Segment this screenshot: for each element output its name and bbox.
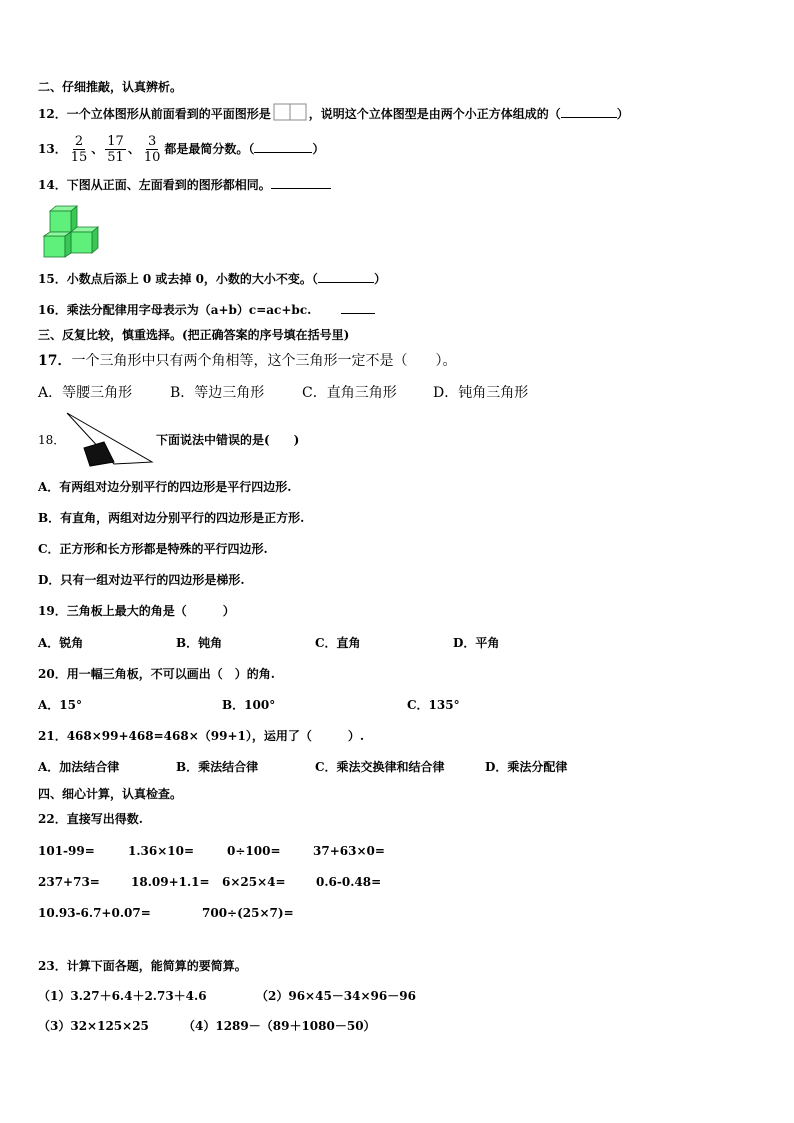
calc-item: 37+63×0=: [313, 844, 385, 858]
q16-number: 16．: [38, 303, 67, 317]
fraction-3-numerator: 3: [147, 134, 157, 149]
two-squares-figure: [273, 103, 307, 126]
q15-answer-blank[interactable]: [318, 270, 374, 283]
q18-number: 18．: [38, 433, 66, 447]
section2-title: 二、仔细推敲，认真辨析。: [38, 80, 183, 94]
fraction-1: [69, 134, 90, 165]
cube-top-front: [50, 211, 71, 232]
q17-option-c[interactable]: C．直角三角形: [302, 385, 397, 401]
q18-option-a[interactable]: A．有两组对边分别平行的四边形是平行四边形.: [38, 480, 292, 494]
question-14: [38, 176, 331, 194]
q15-text: 小数点后添上 0 或去掉 0，小数的大小不变。（: [66, 272, 318, 286]
q13-answer-blank[interactable]: [254, 140, 312, 153]
q12-text-a: 一个立体图形从前面看到的平面图形是: [66, 107, 271, 121]
fraction-2-denominator: 51: [107, 150, 124, 165]
q15-number: 15．: [38, 272, 67, 286]
question-13: [38, 132, 324, 166]
question-19: [38, 602, 235, 620]
q19-text: 三角板上最大的角是（ ）: [66, 604, 235, 618]
calc-item: 237+73=: [38, 875, 100, 889]
q21-text: 468×99+468=468×（99+1），运用了（ ）.: [66, 729, 365, 743]
question-20: [38, 665, 275, 683]
q18-option-d[interactable]: D．只有一组对边平行的四边形是梯形.: [38, 573, 245, 587]
q17-number: 17．: [38, 353, 72, 369]
question-16: [38, 301, 375, 319]
calc-item: 18.09+1.1=: [131, 875, 210, 889]
calc-item: 0÷100=: [227, 844, 281, 858]
q20-text: 用一幅三角板，不可以画出（ ）的角.: [66, 667, 275, 681]
q21-number: 21．: [38, 729, 67, 743]
q21-option-b[interactable]: B．乘法结合律: [176, 760, 259, 774]
q13-sep: 、: [91, 142, 104, 156]
section4-title: 四、细心计算，认真检查。: [38, 787, 183, 801]
q16-answer-blank[interactable]: [341, 301, 375, 314]
cube-left-front: [44, 236, 65, 257]
calc-problem-4: （4）1289－（89＋1080－50）: [183, 1019, 376, 1033]
question-21: [38, 727, 364, 745]
calc-item: 0.6-0.48=: [316, 875, 382, 889]
q17-option-a[interactable]: A．等腰三角形: [38, 385, 133, 401]
calc-problem-1: （1）3.27＋6.4＋2.73＋4.6: [38, 989, 207, 1003]
q18-option-c[interactable]: C．正方形和长方形都是特殊的平行四边形.: [38, 542, 268, 556]
q14-number: 14．: [38, 178, 67, 192]
q20-option-b[interactable]: B．100°: [222, 698, 276, 712]
calc-item: 6×25×4=: [222, 875, 286, 889]
fraction-1-numerator: 2: [74, 134, 84, 149]
cube-right-side: [92, 227, 98, 253]
q14-text: 下图从正面、左面看到的图形都相同。: [66, 178, 271, 192]
section3-title: 三、反复比较，慎重选择。(把正确答案的序号填在括号里): [38, 328, 350, 342]
q23-text: 计算下面各题，能简算的要简算。: [66, 959, 247, 973]
q15-end: ）: [373, 272, 386, 286]
q22-text: 直接写出得数.: [66, 812, 143, 826]
calc-item: 10.93-6.7+0.07=: [38, 906, 151, 920]
fraction-2: [105, 134, 126, 165]
fraction-3: [142, 134, 163, 165]
q19-option-c[interactable]: C．直角: [315, 636, 361, 650]
q18-text: 下面说法中错误的是( ): [156, 433, 300, 447]
q21-option-c[interactable]: C．乘法交换律和结合律: [315, 760, 445, 774]
q13-sep: 、: [127, 142, 140, 156]
question-22: [38, 810, 143, 828]
q17-option-d[interactable]: D．钝角三角形: [433, 385, 529, 401]
q19-option-d[interactable]: D．平角: [453, 636, 500, 650]
q19-option-b[interactable]: B．钝角: [176, 636, 223, 650]
calc-problem-3: （3）32×125×25: [38, 1019, 149, 1033]
q13-number: 13．: [38, 142, 67, 156]
q21-option-a[interactable]: A．加法结合律: [38, 760, 120, 774]
calc-problem-2: （2）96×45－34×96－96: [256, 989, 416, 1003]
calc-item: 700÷(25×7)=: [202, 906, 294, 920]
triangle-ruler-figure: [64, 410, 156, 468]
question-12: [38, 103, 629, 126]
q12-number: 12．: [38, 107, 67, 121]
q12-end: ）: [616, 107, 629, 121]
question-17: [38, 352, 456, 370]
q21-option-d[interactable]: D．乘法分配律: [485, 760, 568, 774]
q20-number: 20．: [38, 667, 67, 681]
cube-right-front: [71, 232, 92, 253]
fraction-2-numerator: 17: [107, 134, 124, 149]
q13-text: 都是最简分数。（: [164, 142, 255, 156]
question-23: [38, 957, 247, 975]
cube-left-side: [65, 232, 71, 257]
calc-item: 101-99=: [38, 844, 95, 858]
fraction-1-denominator: 15: [70, 150, 88, 165]
ruler-shaded-block: [84, 442, 114, 466]
q17-option-b[interactable]: B．等边三角形: [170, 385, 265, 401]
q12-answer-blank[interactable]: [561, 105, 617, 118]
q19-number: 19．: [38, 604, 67, 618]
q20-option-a[interactable]: A．15°: [38, 698, 83, 712]
q14-answer-blank[interactable]: [271, 176, 331, 189]
q20-option-c[interactable]: C．135°: [407, 698, 460, 712]
q17-text: 一个三角形中只有两个角相等，这个三角形一定不是（ ）。: [71, 353, 457, 369]
q22-number: 22．: [38, 812, 67, 826]
q18-option-b[interactable]: B．有直角，两组对边分别平行的四边形是正方形.: [38, 511, 305, 525]
q23-number: 23．: [38, 959, 67, 973]
q16-text: 乘法分配律用字母表示为（a+b）c=ac+bc.: [66, 303, 312, 317]
q19-option-a[interactable]: A．锐角: [38, 636, 84, 650]
fraction-3-denominator: 10: [143, 150, 161, 165]
calc-item: 1.36×10=: [128, 844, 195, 858]
q12-text-b: ，说明这个立体图型是由两个小正方体组成的（: [308, 107, 561, 121]
question-15: [38, 270, 386, 288]
cube-stack-figure: [40, 203, 106, 259]
q13-end: ）: [312, 142, 325, 156]
